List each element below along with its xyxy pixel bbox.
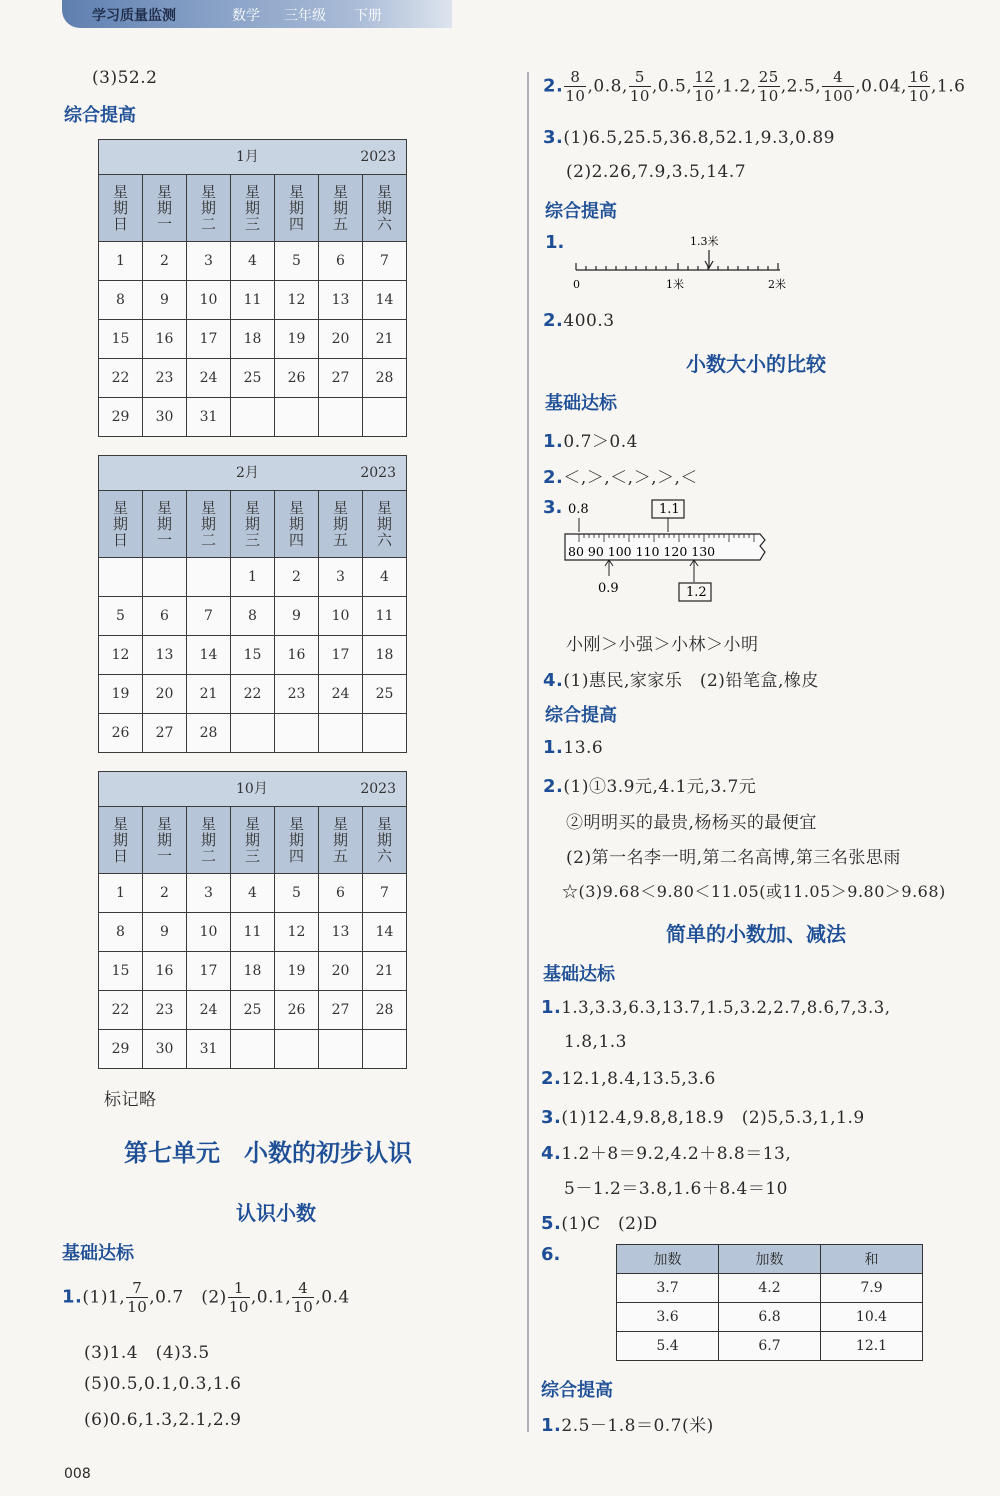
subject-label: 数学 [232,8,260,24]
calendar-day: 19 [275,952,319,991]
calendar-day: 19 [275,320,319,359]
answer-line: 1.13.6 [543,737,604,758]
tick-label: 2米 [768,278,786,291]
calendar-day: 9 [275,597,319,636]
calendar-day: 15 [99,320,143,359]
table-header-cell: 和 [821,1245,923,1274]
answer-line: 4.1.2＋8＝9.2,4.2＋8.8＝13, [541,1143,792,1164]
table-cell: 5.4 [617,1332,719,1361]
calendar-day: 24 [187,991,231,1030]
fraction: $\frac{5}{10}$ [629,68,650,105]
calendar-day: 29 [99,1030,143,1069]
section-heading: 综合提高 [541,1380,613,1401]
calendar-day: 12 [275,913,319,952]
section-heading: 基础达标 [62,1243,134,1264]
table-cell: 6.7 [719,1332,821,1361]
number-line-diagram [568,230,798,300]
weekday-header: 星期四 [275,491,319,558]
header-banner [62,0,452,28]
calendar-day: 21 [363,320,407,359]
calendar-day: 18 [363,636,407,675]
weekday-header: 星期日 [99,175,143,242]
calendar-day [363,714,407,753]
lesson-title: 小数大小的比较 [686,352,826,376]
calendar-day: 10 [187,913,231,952]
calendar-day [275,714,319,753]
calendar-february [98,455,407,753]
question-number: 1. [545,232,565,253]
calendar-month: 10月 [236,781,268,797]
weekday-header: 星期一 [143,175,187,242]
calendar-day: 27 [143,714,187,753]
calendar-day [231,1030,275,1069]
note-text: 标记略 [104,1090,157,1110]
calendar-day: 27 [319,359,363,398]
tick-label: 0 [573,278,580,291]
weekday-header: 星期一 [143,807,187,874]
answer-line: 1.2.5－1.8＝0.7(米) [541,1415,714,1436]
calendar-day: 22 [99,991,143,1030]
weekday-header: 星期四 [275,807,319,874]
calendar-day: 10 [319,597,363,636]
weekday-header: 星期三 [231,807,275,874]
calendar-day: 16 [143,952,187,991]
answer-line: (5)0.5,0.1,0.3,1.6 [84,1374,242,1394]
calendar-day: 19 [99,675,143,714]
calendar-day: 24 [187,359,231,398]
answer-line: 2.400.3 [543,310,615,331]
tick-label: 1米 [666,278,684,291]
answer-line: 5.(1)C (2)D [541,1213,658,1234]
calendar-day: 17 [187,320,231,359]
calendar-day: 6 [319,242,363,281]
page-number: 008 [64,1466,91,1482]
weekday-header: 星期六 [363,807,407,874]
table-cell: 3.7 [617,1274,719,1303]
column-divider [527,72,529,1432]
fraction: $\frac{16}{10}$ [908,68,930,105]
weekday-header: 星期二 [187,175,231,242]
answer-line: (2)第一名李一明,第二名高博,第三名张思雨 [566,848,901,868]
calendar-day: 28 [187,714,231,753]
question-number: 1. [62,1286,83,1308]
weekday-header: 星期日 [99,491,143,558]
calendar-day: 3 [187,874,231,913]
calendar-day: 13 [319,281,363,320]
answer-line: ☆(3)9.68＜9.80＜11.05(或11.05＞9.80＞9.68) [562,882,946,901]
calendar-day: 21 [187,675,231,714]
calendar-day: 13 [143,636,187,675]
fraction: $\frac{25}{10}$ [758,68,779,105]
table-cell: 7.9 [821,1274,923,1303]
calendar-year: 2023 [360,781,396,797]
calendar-day [275,398,319,437]
question-1: 1.(1)1, $\frac{7}{10}$ ,0.7 (2) $\frac{1}{10}$ ,0.1, $\frac{4}{10}$ ,0.4 [62,1279,350,1316]
calendar-day: 5 [275,874,319,913]
answer-line: (3)1.4 (4)3.5 [84,1343,210,1363]
ruler-label: 0.9 [598,581,619,596]
calendar-day: 2 [143,874,187,913]
calendar-day: 9 [143,913,187,952]
weekday-header: 星期五 [319,491,363,558]
calendar-day: 11 [231,281,275,320]
calendar-day: 29 [99,398,143,437]
fraction: $\frac{4}{10}$ [293,1279,314,1316]
question-number: 6. [541,1244,561,1265]
weekday-header: 星期一 [143,491,187,558]
weekday-header: 星期二 [187,807,231,874]
unit-title: 第七单元 小数的初步认识 [124,1139,412,1167]
calendar-day: 26 [275,359,319,398]
calendar-day [275,1030,319,1069]
number-line-label: 1.3米 [690,235,719,248]
calendar-day: 14 [187,636,231,675]
answer-line: 5－1.2＝3.8,1.6＋8.4＝10 [564,1179,788,1199]
calendar-day: 2 [143,242,187,281]
calendar-day: 12 [275,281,319,320]
weekday-header: 星期三 [231,491,275,558]
calendar-day: 1 [231,558,275,597]
fraction: $\frac{7}{10}$ [127,1279,148,1316]
calendar-day [187,558,231,597]
calendar-year: 2023 [360,149,396,165]
fraction: $\frac{4}{100}$ [823,68,854,105]
answer-line: 2.(1)①3.9元,4.1元,3.7元 [543,776,757,797]
answer-line: (3)52.2 [92,68,158,88]
ruler-box-label: 1.1 [659,502,680,517]
ruler-box-label: 1.2 [686,585,707,600]
calendar-day: 16 [143,320,187,359]
calendar-day: 8 [99,281,143,320]
calendar-day: 20 [319,320,363,359]
calendar-day: 30 [143,398,187,437]
calendar-day: 23 [275,675,319,714]
calendar-month: 1月 [236,149,259,165]
calendar-day: 17 [319,636,363,675]
calendar-day: 28 [363,359,407,398]
calendar-day: 4 [231,242,275,281]
calendar-day: 30 [143,1030,187,1069]
answer-line: 2.＜,＞,＜,＞,＞,＜ [543,467,698,488]
fraction: $\frac{8}{10}$ [565,68,586,105]
calendar-day: 15 [231,636,275,675]
answer-line: (2)2.26,7.9,3.5,14.7 [566,162,747,182]
calendar-day: 11 [363,597,407,636]
calendar-day [363,398,407,437]
calendar-year: 2023 [360,465,396,481]
calendar-october [98,771,407,1069]
weekday-header: 星期日 [99,807,143,874]
weekday-header: 星期五 [319,807,363,874]
calendar-day: 25 [231,359,275,398]
calendar-day: 4 [363,558,407,597]
calendar-day: 23 [143,359,187,398]
table-cell: 4.2 [719,1274,821,1303]
grade-label: 三年级 [284,8,326,24]
calendar-day: 18 [231,320,275,359]
table-cell: 6.8 [719,1303,821,1332]
section-heading: 综合提高 [545,705,617,726]
calendar-day: 25 [231,991,275,1030]
calendar-day: 28 [363,991,407,1030]
calendar-day: 5 [275,242,319,281]
question-3: 3.(1)6.5,25.5,36.8,52.1,9.3,0.89 [543,127,835,148]
section-heading: 综合提高 [64,105,136,126]
lesson-title: 简单的小数加、减法 [666,922,846,946]
calendar-day: 8 [99,913,143,952]
weekday-header: 星期三 [231,175,275,242]
section-heading: 基础达标 [545,393,617,414]
answer-line: 1.8,1.3 [564,1032,627,1052]
calendar-day: 6 [319,874,363,913]
calendar-day: 4 [231,874,275,913]
fraction: $\frac{12}{10}$ [694,68,715,105]
calendar-day: 22 [99,359,143,398]
calendar-day: 1 [99,242,143,281]
calendar-day: 17 [187,952,231,991]
calendar-day: 2 [275,558,319,597]
calendar-day: 18 [231,952,275,991]
calendar-day: 7 [363,874,407,913]
calendar-day: 3 [319,558,363,597]
answer-line: 1.0.7＞0.4 [543,431,638,452]
weekday-header: 星期六 [363,175,407,242]
answer-line: 1.1.3,3.3,6.3,13.7,1.5,3.2,2.7,8.6,7,3.3, [541,997,891,1018]
calendar-day [99,558,143,597]
calendar-day: 12 [99,636,143,675]
calendar-day: 10 [187,281,231,320]
volume-label: 下册 [354,8,382,24]
answer-line: 小刚＞小强＞小林＞小明 [566,635,759,655]
weekday-header: 星期二 [187,491,231,558]
calendar-day [363,1030,407,1069]
calendar-day: 6 [143,597,187,636]
section-heading: 基础达标 [543,964,615,985]
ruler-label: 0.8 [568,502,589,517]
series-title: 学习质量监测 [92,8,176,24]
calendar-day: 7 [363,242,407,281]
question-number: 3. [543,497,563,518]
answer-line: (6)0.6,1.3,2.1,2.9 [84,1410,242,1430]
calendar-day: 1 [99,874,143,913]
calendar-day: 7 [187,597,231,636]
weekday-header: 星期六 [363,491,407,558]
calendar-day: 27 [319,991,363,1030]
calendar-day: 16 [275,636,319,675]
ruler-diagram [560,496,780,606]
table-cell: 12.1 [821,1332,923,1361]
calendar-day: 21 [363,952,407,991]
answer-line: 4.(1)惠民,家家乐 (2)铅笔盒,橡皮 [543,670,819,691]
calendar-day [319,398,363,437]
calendar-day [319,714,363,753]
table-header-cell: 加数 [617,1245,719,1274]
calendar-day: 14 [363,913,407,952]
answer-line: 2.12.1,8.4,13.5,3.6 [541,1068,716,1089]
calendar-day: 13 [319,913,363,952]
calendar-day: 11 [231,913,275,952]
calendar-day: 8 [231,597,275,636]
calendar-day: 20 [143,675,187,714]
calendar-day: 26 [275,991,319,1030]
calendar-day: 14 [363,281,407,320]
lesson-title: 认识小数 [236,1201,316,1225]
calendar-day: 15 [99,952,143,991]
section-heading: 综合提高 [545,201,617,222]
calendar-day: 3 [187,242,231,281]
calendar-day: 25 [363,675,407,714]
addition-table [616,1244,923,1361]
calendar-day: 31 [187,398,231,437]
calendar-day: 24 [319,675,363,714]
calendar-day: 9 [143,281,187,320]
fraction: $\frac{1}{10}$ [228,1279,249,1316]
calendar-day [143,558,187,597]
calendar-january [98,139,407,437]
calendar-day: 26 [99,714,143,753]
calendar-day: 22 [231,675,275,714]
calendar-day: 23 [143,991,187,1030]
table-header-cell: 加数 [719,1245,821,1274]
calendar-day: 5 [99,597,143,636]
calendar-month: 2月 [236,465,259,481]
weekday-header: 星期五 [319,175,363,242]
calendar-day [319,1030,363,1069]
answer-line: ②明明买的最贵,杨杨买的最便宜 [566,813,817,833]
question-2: 2. $\frac{8}{10}$ ,0.8, $\frac{5}{10}$ ,0.5, $\frac{12}{10}$ ,1.2, $\frac{25}{10}$ ,2.5, $\frac{4}{100}$ ,0.04, $\frac{16}{10}$ ,1.6 [543,68,966,105]
calendar-day [231,398,275,437]
table-cell: 3.6 [617,1303,719,1332]
answer-line: 3.(1)12.4,9.8,8,18.9 (2)5,5.3,1,1.9 [541,1107,865,1128]
table-cell: 10.4 [821,1303,923,1332]
calendar-day [231,714,275,753]
weekday-header: 星期四 [275,175,319,242]
ruler-scale: 80 90 100 110 120 130 [568,544,716,559]
calendar-day: 31 [187,1030,231,1069]
calendar-day: 20 [319,952,363,991]
